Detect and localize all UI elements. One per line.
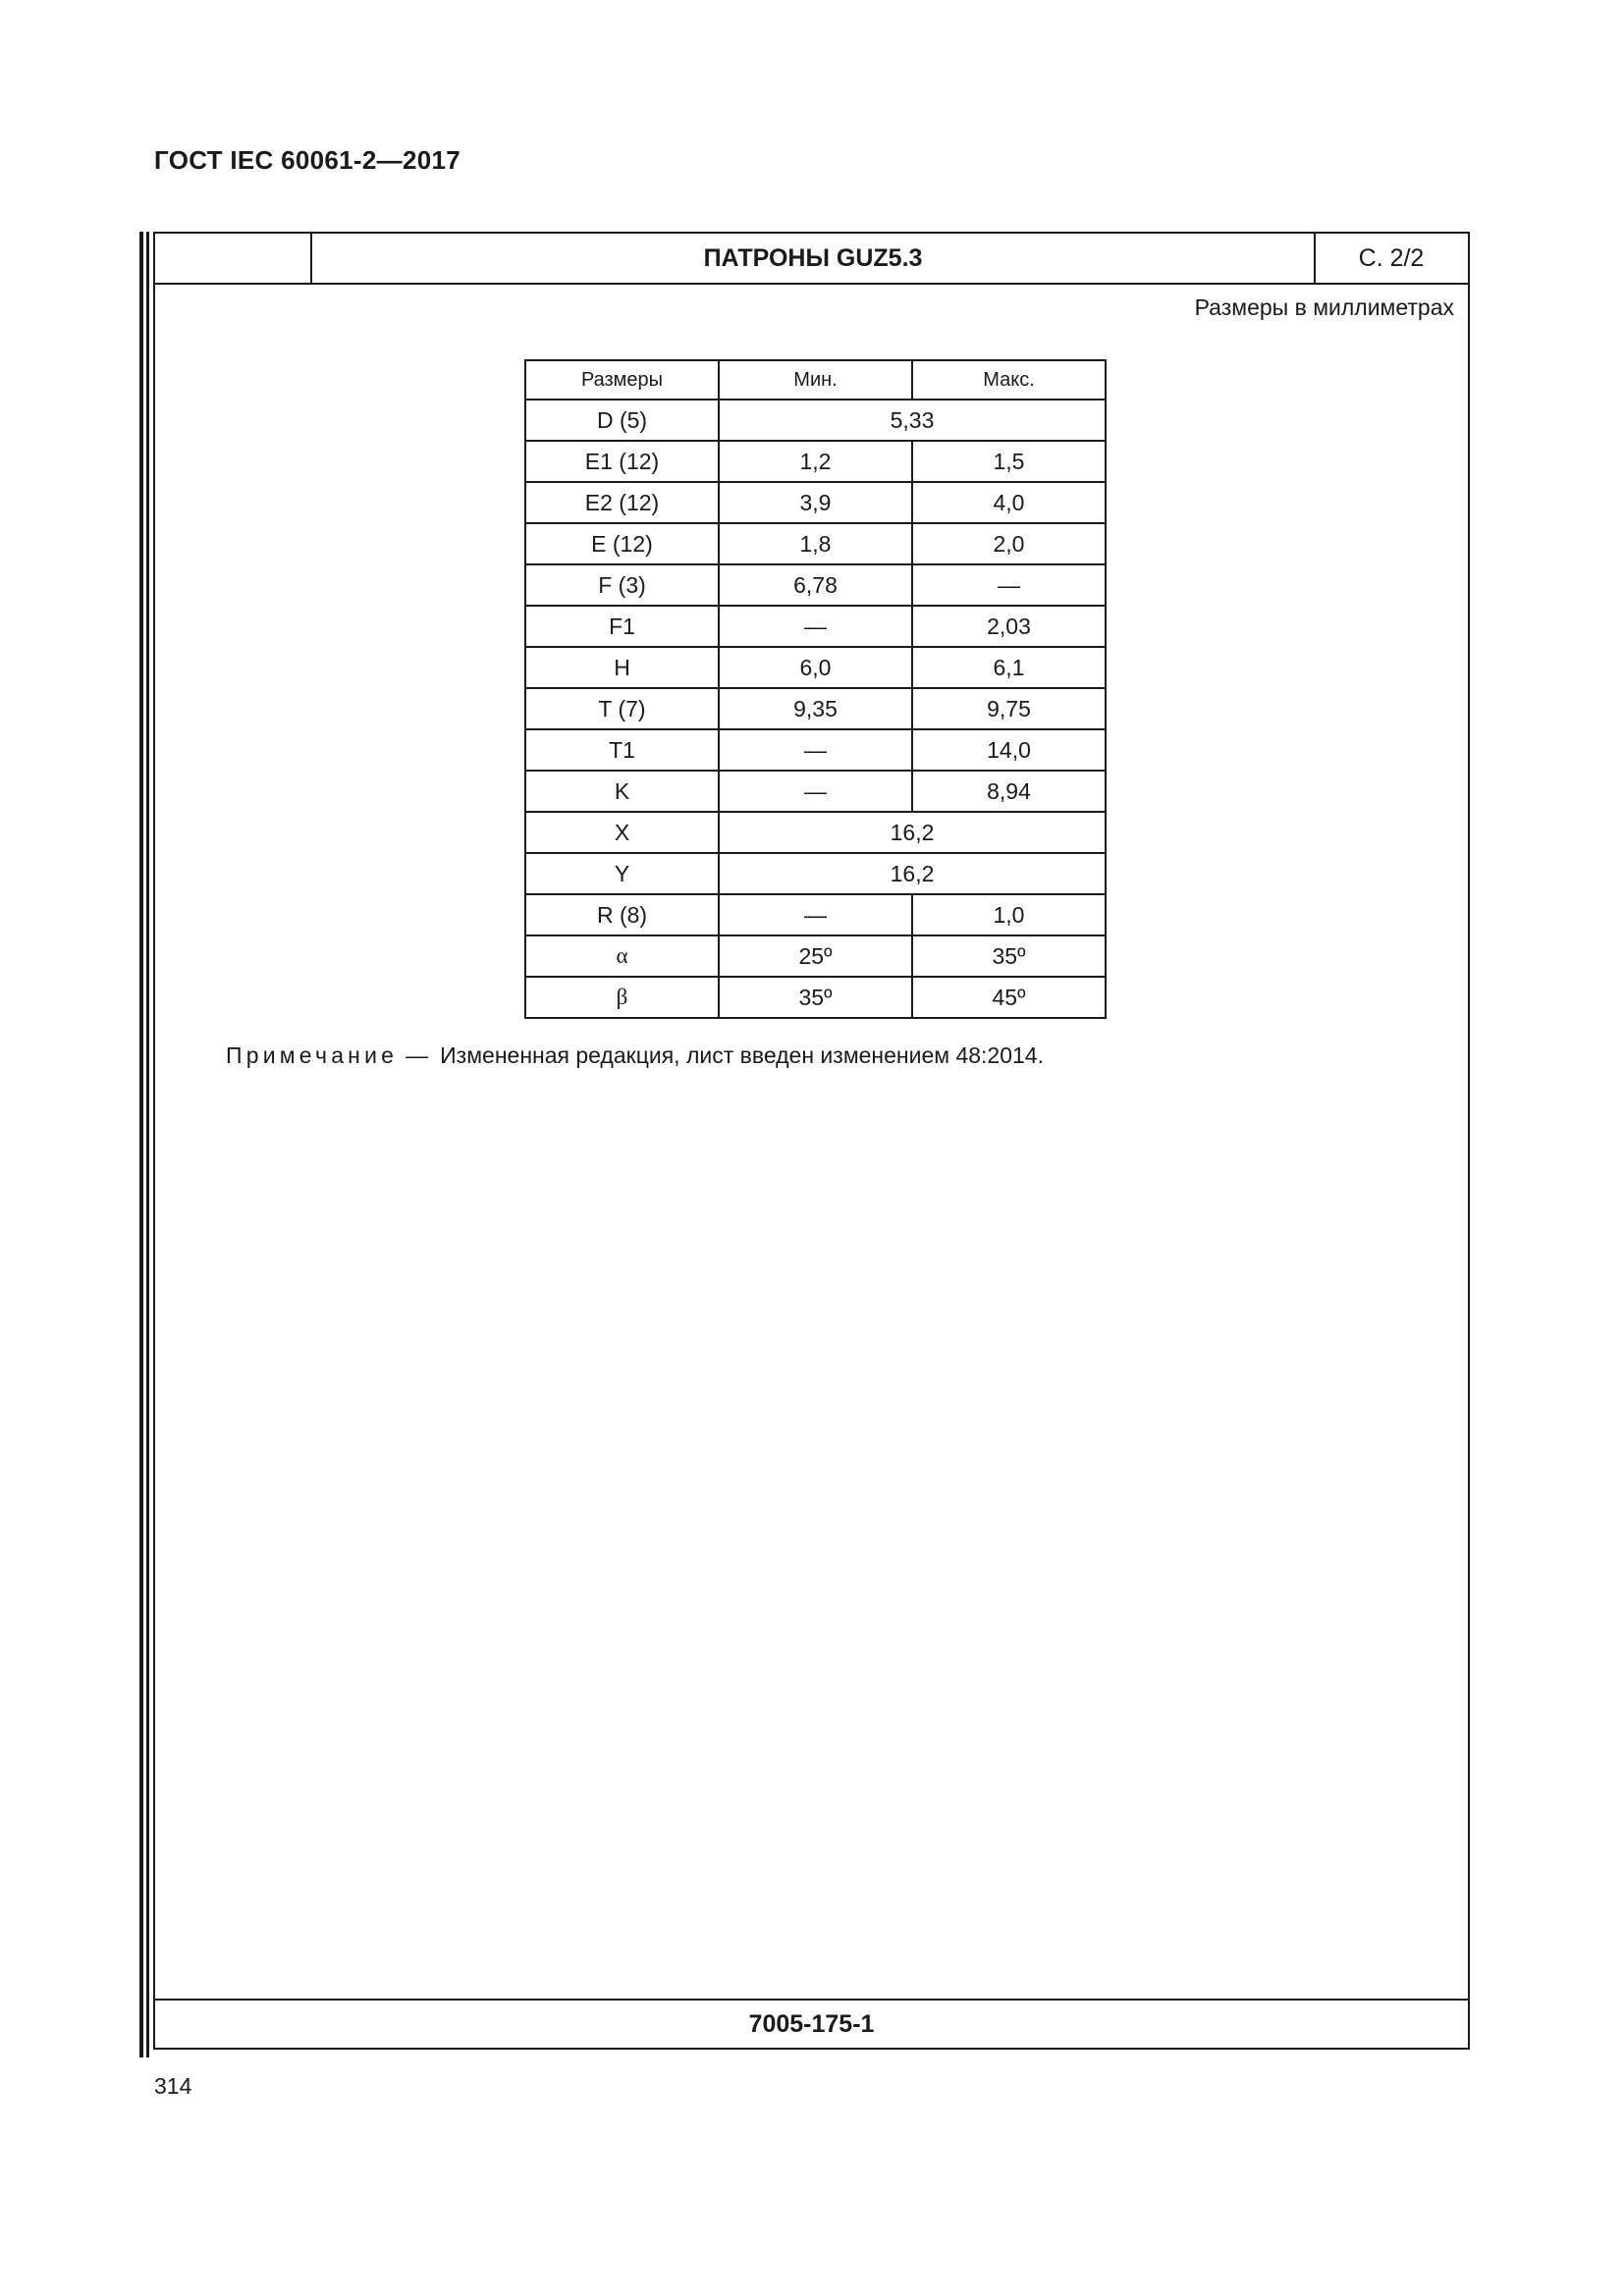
cell-dimension: T (7)	[525, 688, 719, 729]
binding-line-outer	[139, 232, 143, 2057]
cell-min: —	[719, 606, 912, 647]
cell-nominal: 16,2	[719, 853, 1106, 894]
table-row	[525, 400, 1106, 441]
remark	[226, 1042, 1044, 1069]
title-block	[155, 234, 1468, 285]
cell-dimension: E (12)	[525, 523, 719, 564]
cell-max: 9,75	[912, 688, 1106, 729]
cell-max: 45º	[912, 977, 1106, 1018]
cell-min: —	[719, 894, 912, 935]
cell-min: 6,0	[719, 647, 912, 688]
table-row	[525, 729, 1106, 771]
table-row	[525, 935, 1106, 977]
table-row	[525, 688, 1106, 729]
cell-nominal: 16,2	[719, 812, 1106, 853]
cell-dimension: α	[525, 935, 719, 977]
title-blank-cell	[155, 234, 312, 283]
cell-min: 1,2	[719, 441, 912, 482]
table-header-row	[525, 360, 1106, 400]
cell-min: 25º	[719, 935, 912, 977]
table-row	[525, 441, 1106, 482]
cell-dimension: H	[525, 647, 719, 688]
cell-nominal: 5,33	[719, 400, 1106, 441]
cell-max: 6,1	[912, 647, 1106, 688]
cell-max: 2,03	[912, 606, 1106, 647]
table-row	[525, 894, 1106, 935]
header-max: Макс.	[912, 360, 1106, 400]
cell-max: 2,0	[912, 523, 1106, 564]
remark-text: Измененная редакция, лист введен изменением 48:2014.	[440, 1042, 1044, 1068]
page-number: 314	[154, 2073, 192, 2099]
cell-dimension: X	[525, 812, 719, 853]
cell-dimension: E1 (12)	[525, 441, 719, 482]
cell-max: —	[912, 564, 1106, 606]
document-header: ГОСТ IEC 60061-2—2017	[154, 145, 460, 175]
cell-dimension: K	[525, 771, 719, 812]
table-row	[525, 647, 1106, 688]
remark-label: Примечание	[226, 1042, 399, 1068]
cell-dimension: F (3)	[525, 564, 719, 606]
header-dimensions: Размеры	[525, 360, 719, 400]
sheet-frame	[153, 232, 1470, 2050]
table-row	[525, 977, 1106, 1018]
cell-min: 35º	[719, 977, 912, 1018]
table-row	[525, 771, 1106, 812]
remark-dash: —	[406, 1042, 429, 1068]
cell-dimension: F1	[525, 606, 719, 647]
cell-max: 4,0	[912, 482, 1106, 523]
table-row	[525, 482, 1106, 523]
table-body	[525, 400, 1106, 1018]
cell-min: 6,78	[719, 564, 912, 606]
header-min: Мин.	[719, 360, 912, 400]
cell-dimension: Y	[525, 853, 719, 894]
cell-dimension: E2 (12)	[525, 482, 719, 523]
cell-dimension: D (5)	[525, 400, 719, 441]
table-row	[525, 812, 1106, 853]
cell-max: 1,5	[912, 441, 1106, 482]
sheet-title: ПАТРОНЫ GUZ5.3	[312, 234, 1316, 283]
dimensions-table	[524, 359, 1107, 1019]
cell-dimension: R (8)	[525, 894, 719, 935]
cell-max: 14,0	[912, 729, 1106, 771]
cell-min: 9,35	[719, 688, 912, 729]
cell-min: —	[719, 729, 912, 771]
table-row	[525, 606, 1106, 647]
cell-max: 8,94	[912, 771, 1106, 812]
cell-min: 3,9	[719, 482, 912, 523]
cell-min: 1,8	[719, 523, 912, 564]
cell-max: 1,0	[912, 894, 1106, 935]
table-row	[525, 523, 1106, 564]
cell-max: 35º	[912, 935, 1106, 977]
sheet-code: 7005-175-1	[155, 1999, 1468, 2048]
cell-dimension: T1	[525, 729, 719, 771]
table-row	[525, 853, 1106, 894]
binding-line-inner	[146, 232, 149, 2057]
units-note: Размеры в миллиметрах	[1194, 294, 1454, 320]
cell-dimension: β	[525, 977, 719, 1018]
cell-min: —	[719, 771, 912, 812]
table-row	[525, 564, 1106, 606]
sheet-number: С. 2/2	[1358, 243, 1425, 272]
